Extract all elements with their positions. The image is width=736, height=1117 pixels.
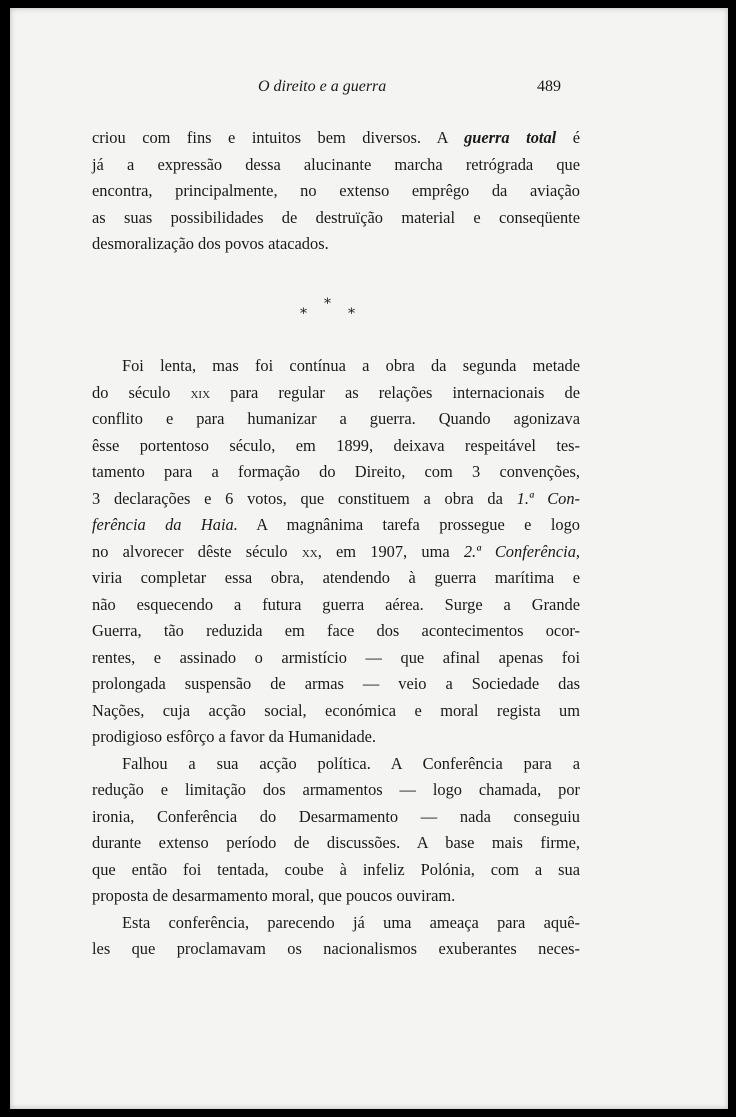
- emphasis-conferencia: 2.ª Conferência,: [463, 541, 580, 561]
- text-run: criou com fins e intuitos bem diversos. A: [92, 128, 465, 147]
- text-line: já a expressão dessa alucinante marcha retrógrada que: [92, 154, 580, 174]
- text-line: rentes, e assinado o armistício — que afinal apenas foi: [92, 647, 580, 667]
- emphasis-conferencia: ferência da Haia.: [92, 515, 238, 534]
- text-line: prolongada suspensão de armas — veio a Sociedade das: [92, 674, 580, 693]
- text-run: para regular as relações internacionais de: [210, 382, 580, 402]
- text-line: conflito e para humanizar a guerra. Quando agonizava: [92, 409, 580, 428]
- text-line: [92, 512, 580, 539]
- asterisk: *: [348, 306, 355, 322]
- section-separator-asterism: [296, 296, 380, 328]
- text-line: êsse portentoso século, em 1899, deixava respeitável tes-: [92, 435, 580, 455]
- text-line: Foi lenta, mas foi contínua a obra da segunda metade: [122, 356, 580, 375]
- roman-numeral-xix: xix: [190, 382, 211, 402]
- body-text: [92, 353, 580, 963]
- text-run: A magnânima tarefa prossegue e logo: [237, 515, 580, 534]
- asterisk: *: [324, 296, 331, 312]
- emphasis-conferencia: 1.ª Con-: [516, 488, 580, 508]
- text-line: viria completar essa obra, atendendo à guerra marítima e: [92, 568, 580, 587]
- text-line: Falhou a sua acção política. A Conferência para a: [122, 753, 580, 773]
- roman-numeral-xx: xx: [301, 541, 318, 561]
- emphasis-guerra-total: guerra total: [464, 128, 557, 147]
- text-line: redução e limitação dos armamentos — logo chamada, por: [92, 780, 580, 799]
- text-line: prodigioso esfôrço a favor da Humanidade.: [92, 727, 377, 746]
- text-run: 3 declarações e 6 votos, que constituem a obra da: [92, 488, 517, 508]
- text-line: Esta conferência, parecendo já uma ameaça para aquê-: [122, 912, 580, 932]
- text-line: Nações, cuja acção social, económica e moral regista um: [92, 700, 580, 720]
- text-line: [92, 380, 580, 407]
- text-line: proposta de desarmamento moral, que poucos ouviram.: [92, 886, 456, 905]
- text-line: durante extenso período de discussões. A base mais firme,: [92, 833, 580, 852]
- text-line: Guerra, tão reduzida em face dos acontecimentos ocor-: [92, 621, 580, 640]
- text-run: é: [556, 128, 580, 147]
- text-line: les que proclamavam os nacionalismos exuberantes neces-: [92, 939, 580, 958]
- text-line: as suas possibilidades de destruïção material e conseqüente: [92, 207, 580, 227]
- paragraph-continued: [92, 125, 580, 258]
- text-line: encontra, principalmente, no extenso emprêgo da aviação: [92, 181, 580, 200]
- book-page: [10, 8, 728, 1109]
- text-line: [92, 486, 580, 513]
- text-line: não esquecendo a futura guerra aérea. Surge a Grande: [92, 594, 580, 614]
- text-line: tamento para a formação do Direito, com 3 convenções,: [92, 462, 580, 481]
- text-line: [92, 125, 580, 152]
- text-line: desmoralização dos povos atacados.: [92, 234, 329, 253]
- page-number: 489: [537, 78, 561, 95]
- text-run: , em 1907, uma: [317, 541, 464, 561]
- text-line: [92, 539, 580, 566]
- text-run: no alvorecer dêste século: [92, 541, 302, 561]
- text-line: que então foi tentada, coube à infeliz Polónia, com a sua: [92, 859, 580, 879]
- text-run: do século: [92, 382, 191, 402]
- text-line: ironia, Conferência do Desarmamento — nada conseguiu: [92, 806, 580, 826]
- running-title: O direito e a guerra: [258, 78, 387, 95]
- asterisk: *: [300, 306, 307, 322]
